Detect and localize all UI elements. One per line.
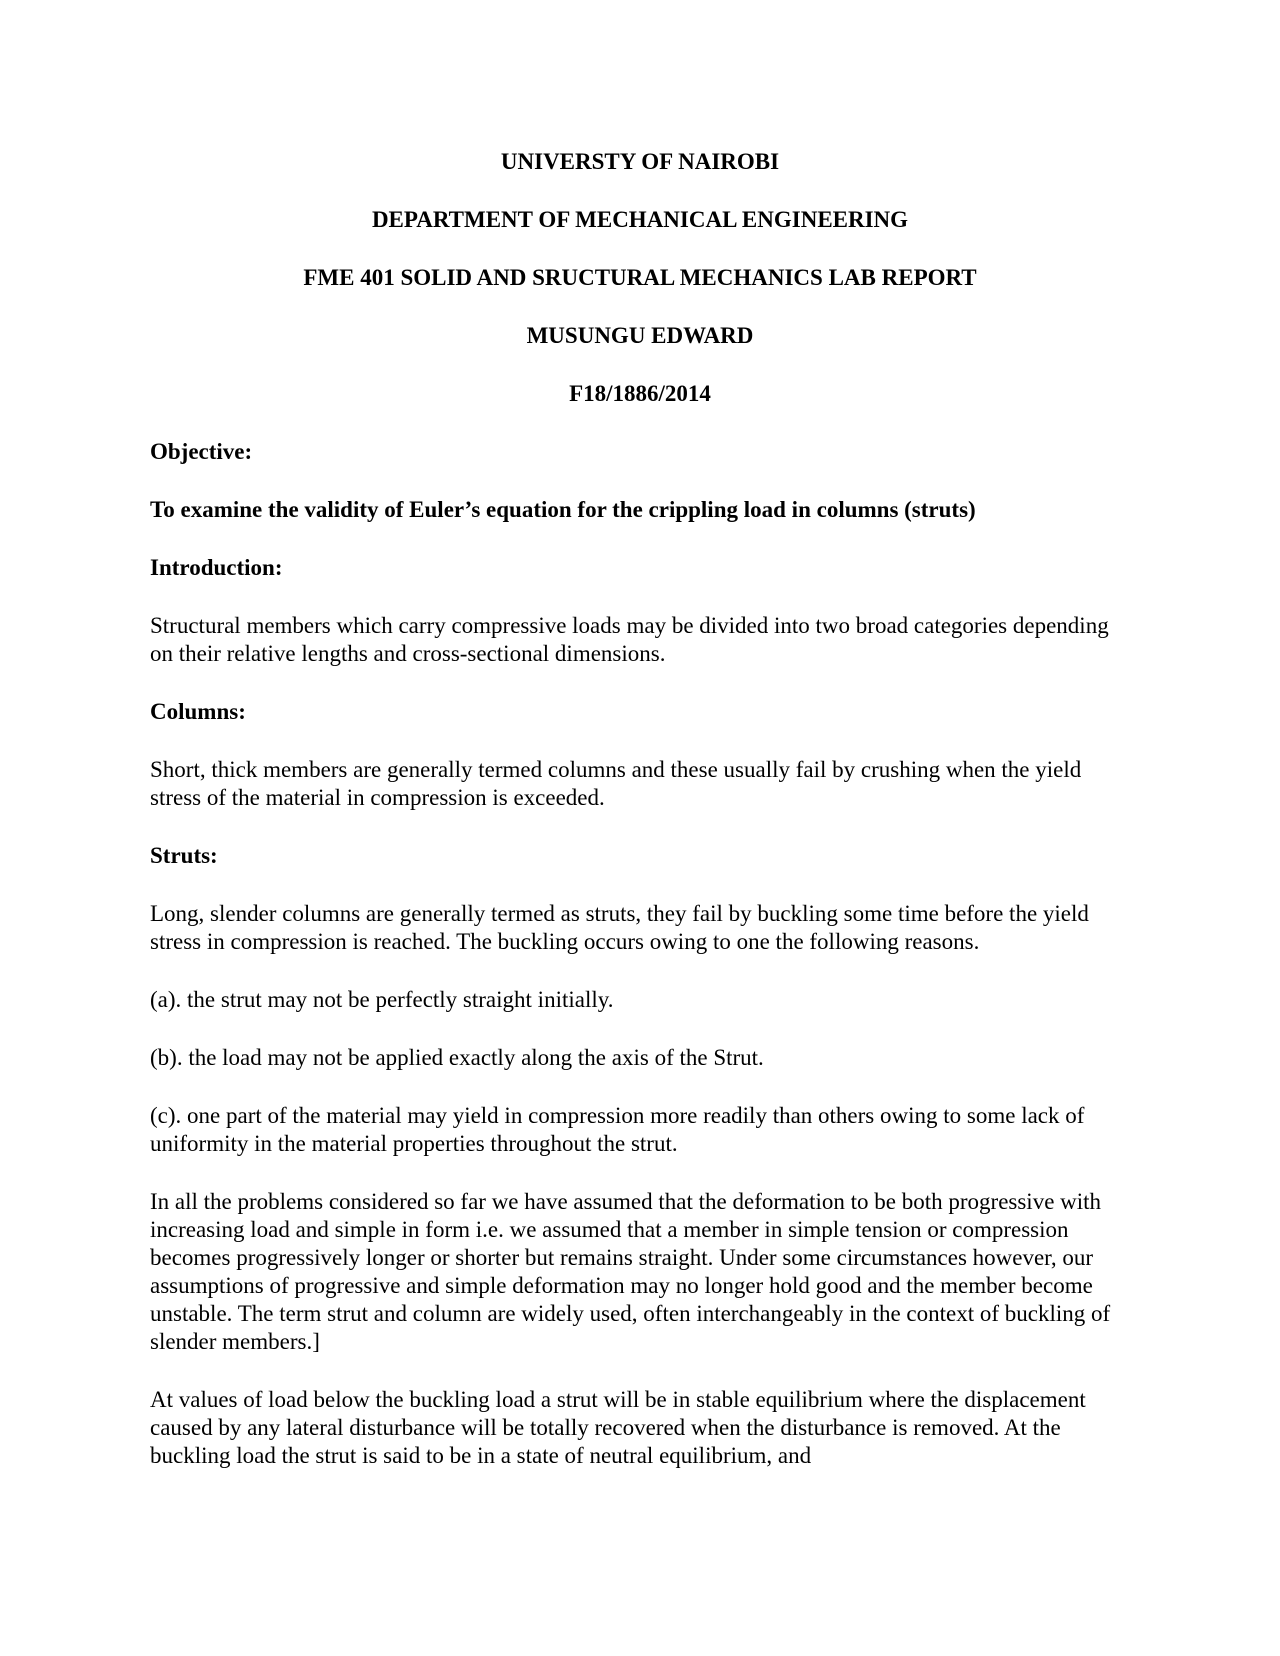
body-paragraph-2: At values of load below the buckling load a strut will be in stable equilibrium where the displacement caused by any lateral disturbance will be totally recovered when the disturbance is removed. At the buckling load the strut is said to be in a state of neutral equilibrium, and: [150, 1387, 1086, 1468]
objective-heading: Objective:: [150, 439, 253, 464]
registration-number: F18/1886/2014: [569, 381, 711, 406]
reason-c: (c). one part of the material may yield in compression more readily than others owing to some lack of uniformity in the material properties throughout the strut.: [150, 1103, 1085, 1156]
columns-heading: Columns:: [150, 699, 246, 724]
objective-text: To examine the validity of Euler’s equation for the crippling load in columns (struts): [150, 497, 976, 522]
reason-b: (b). the load may not be applied exactly along the axis of the Strut.: [150, 1045, 764, 1070]
university-title: UNIVERSTY OF NAIROBI: [500, 149, 780, 174]
reason-a: (a). the strut may not be perfectly straight initially.: [150, 987, 614, 1012]
body-paragraph-1: In all the problems considered so far we have assumed that the deformation to be both progressive with increasing load and simple in form i.e. we assumed that a member in simple tension or compression becomes progressively longer or shorter but remains straight. Under some circumstances however, our assumptions of progressive and simple deformation may no longer hold good and the member become unstable. The term strut and column are widely used, often interchangeably in the context of buckling of slender members.]: [150, 1189, 1111, 1354]
department-title: DEPARTMENT OF MECHANICAL ENGINEERING: [371, 207, 909, 232]
struts-heading: Struts:: [150, 843, 218, 868]
introduction-heading: Introduction:: [150, 555, 283, 580]
struts-text: Long, slender columns are generally termed as struts, they fail by buckling some time before the yield stress in compression is reached. The buckling occurs owing to one the following reasons.: [150, 901, 1089, 954]
course-title: FME 401 SOLID AND SRUCTURAL MECHANICS LAB REPORT: [303, 265, 977, 290]
author-name: MUSUNGU EDWARD: [526, 323, 754, 348]
columns-text: Short, thick members are generally termed columns and these usually fail by crushing when the yield stress of the material in compression is exceeded.: [150, 757, 1082, 810]
introduction-text: Structural members which carry compressive loads may be divided into two broad categories depending on their relative lengths and cross-sectional dimensions.: [150, 613, 1109, 666]
